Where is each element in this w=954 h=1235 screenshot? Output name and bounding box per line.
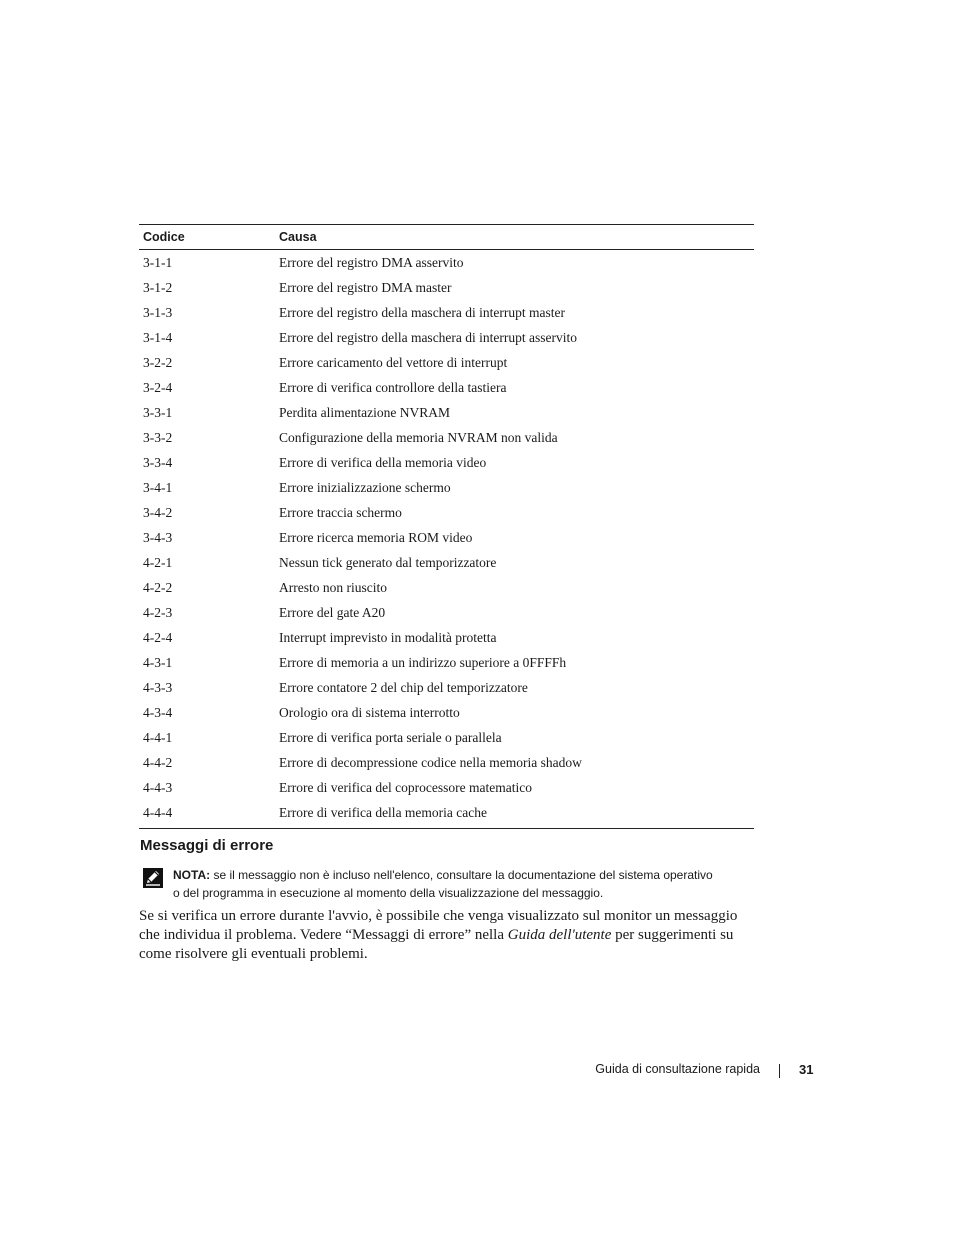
header-causa: Causa — [279, 230, 317, 244]
table-row — [139, 550, 754, 575]
table-row — [139, 750, 754, 775]
cell-causa: Errore del registro DMA asservito — [279, 254, 464, 270]
cell-codice: 3-1-2 — [143, 279, 173, 295]
cell-causa: Errore del registro DMA master — [279, 279, 452, 295]
cell-causa: Errore del gate A20 — [279, 604, 386, 620]
cell-causa: Orologio ora di sistema interrotto — [279, 704, 460, 720]
cell-codice: 4-3-3 — [143, 679, 173, 695]
note-line-1: se il messaggio non è incluso nell'elenco, consultare la documentazione del sistema operativo — [213, 868, 713, 882]
table-row — [139, 375, 754, 400]
cell-codice: 3-4-3 — [143, 529, 173, 545]
body-text-before: Se si verifica un errore durante l'avvio, è possibile che venga visualizzato sul monitor un messaggio che individua il problema. Vedere “Messaggi di errore” nella — [139, 908, 738, 943]
cell-causa: Errore del registro della maschera di interrupt asservito — [279, 329, 578, 345]
cell-causa: Errore di verifica del coprocessore matematico — [279, 779, 532, 795]
table-row — [139, 475, 754, 500]
cell-causa: Errore inizializzazione schermo — [279, 479, 451, 495]
cell-causa: Errore di memoria a un indirizzo superiore a 0FFFFh — [279, 654, 567, 670]
table-row — [139, 525, 754, 550]
table-row — [139, 675, 754, 700]
body-paragraph — [139, 907, 759, 964]
cell-causa: Errore ricerca memoria ROM video — [279, 529, 473, 545]
table-row — [139, 650, 754, 675]
table-row — [139, 250, 754, 275]
cell-causa: Errore di verifica porta seriale o parallela — [279, 729, 502, 745]
table-row — [139, 800, 754, 825]
page-footer — [0, 1062, 954, 1080]
cell-codice: 3-3-2 — [143, 429, 173, 445]
note-label: NOTA: — [173, 868, 211, 882]
table-row — [139, 500, 754, 525]
footer-separator — [779, 1064, 780, 1078]
table-row — [139, 625, 754, 650]
cell-codice: 3-3-4 — [143, 454, 173, 470]
cell-causa: Errore traccia schermo — [279, 504, 402, 520]
table-row — [139, 725, 754, 750]
cell-codice: 4-2-3 — [143, 604, 173, 620]
cell-codice: 4-4-2 — [143, 754, 173, 770]
table-header-row — [139, 225, 754, 249]
cell-causa: Interrupt imprevisto in modalità protetta — [279, 629, 497, 645]
table-row — [139, 425, 754, 450]
cell-causa: Perdita alimentazione NVRAM — [279, 404, 450, 420]
table-row — [139, 575, 754, 600]
cell-codice: 3-3-1 — [143, 404, 173, 420]
cell-codice: 4-4-1 — [143, 729, 173, 745]
page-number: 31 — [799, 1062, 814, 1077]
cell-codice: 3-1-4 — [143, 329, 173, 345]
cell-codice: 4-3-4 — [143, 704, 173, 720]
cell-codice: 3-2-2 — [143, 354, 173, 370]
note-pencil-icon — [143, 868, 163, 888]
cell-causa: Errore di decompressione codice nella memoria shadow — [279, 754, 582, 770]
table-row — [139, 600, 754, 625]
cell-codice: 4-4-3 — [143, 779, 173, 795]
cell-codice: 3-1-1 — [143, 254, 173, 270]
cell-codice: 4-2-4 — [143, 629, 173, 645]
cell-codice: 4-3-1 — [143, 654, 173, 670]
cell-codice: 4-2-2 — [143, 579, 173, 595]
table-row — [139, 400, 754, 425]
cell-codice: 3-4-2 — [143, 504, 173, 520]
cell-codice: 3-1-3 — [143, 304, 173, 320]
header-codice: Codice — [143, 230, 185, 244]
cell-causa: Errore contatore 2 del chip del temporizzatore — [279, 679, 528, 695]
table-row — [139, 350, 754, 375]
cell-causa: Errore di verifica controllore della tastiera — [279, 379, 507, 395]
table-row — [139, 700, 754, 725]
post-code-table — [139, 224, 754, 829]
cell-causa: Configurazione della memoria NVRAM non valida — [279, 429, 558, 445]
table-body — [139, 250, 754, 828]
cell-codice: 3-4-1 — [143, 479, 173, 495]
cell-causa: Errore di verifica della memoria video — [279, 454, 487, 470]
table-bottom-rule — [139, 828, 754, 829]
section-title: Messaggi di errore — [140, 837, 274, 854]
table-row — [139, 300, 754, 325]
table-row — [139, 775, 754, 800]
note-line-2: o del programma in esecuzione al momento della visualizzazione del messaggio. — [173, 886, 604, 900]
cell-causa: Errore del registro della maschera di interrupt master — [279, 304, 566, 320]
cell-causa: Errore di verifica della memoria cache — [279, 804, 488, 820]
cell-codice: 4-2-1 — [143, 554, 173, 570]
cell-causa: Nessun tick generato dal temporizzatore — [279, 554, 497, 570]
note-text — [173, 866, 758, 902]
cell-codice: 4-4-4 — [143, 804, 173, 820]
footer-title: Guida di consultazione rapida — [595, 1062, 760, 1076]
table-row — [139, 450, 754, 475]
cell-codice: 3-2-4 — [143, 379, 173, 395]
table-row — [139, 325, 754, 350]
table-row — [139, 275, 754, 300]
cell-causa: Arresto non riuscito — [279, 579, 387, 595]
body-italic-title: Guida dell'utente — [507, 927, 612, 943]
body-text-after: per suggerimenti su come risolvere gli eventuali problemi. — [139, 927, 734, 962]
cell-causa: Errore caricamento del vettore di interrupt — [279, 354, 508, 370]
